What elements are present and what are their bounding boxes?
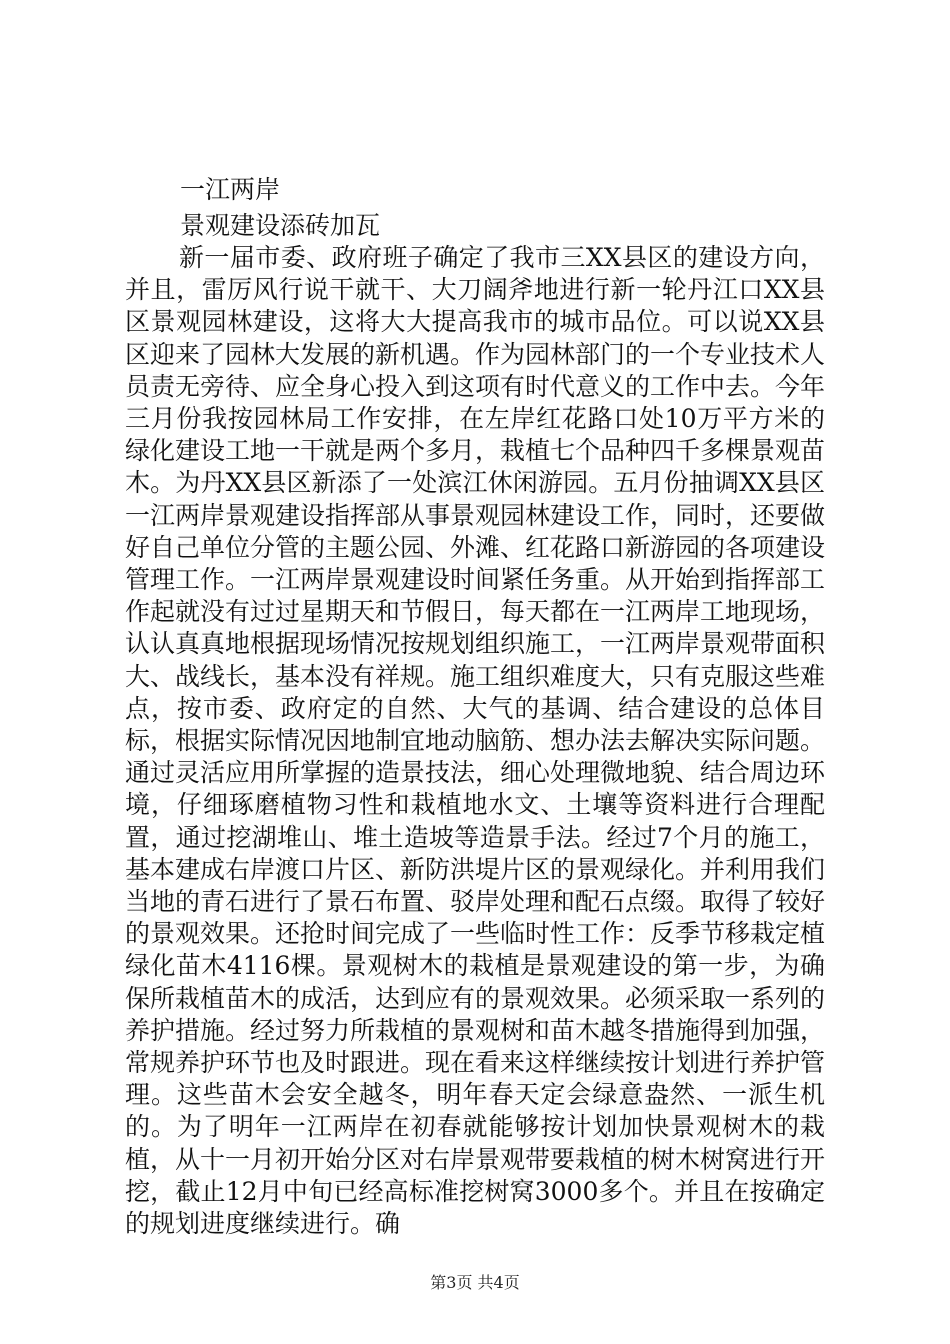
body-paragraph: 新一届市委、政府班子确定了我市三XX县区的建设方向，并且，雷厉风行说干就干、大刀阔斧地进行新一轮丹江口XX县区景观园林建设，这将大大提高我市的城市品位。可以说XX县区迎来了园林大发展的新机遇。作为园林部门的一个专业技术人员责无旁待、应全身心投入到这项有时代意义的工作中去。今年三月份我按园林局工作安排，在左岸红花路口处10万平方米的绿化建设工地一干就是两个多月，栽植七个品种四千多棵景观苗木。为丹XX县区新添了一处滨江休闲游园。五月份抽调XX县区一江两岸景观建设指挥部从事景观园林建设工作，同时，还要做好自己单位分管的主题公园、外滩、红花路口新游园的各项建设管理工作。一江两岸景观建设时间紧任务重。从开始到指挥部工作起就没有过过星期天和节假日，每天都在一江两岸工地现场，认认真真地根据现场情况按规划组织施工，一江两岸景观带面积大、战线长，基本没有祥规。施工组织难度大，只有克服这些难点，按市委、政府定的自然、大气的基调、结合建设的总体目标，根据实际情况因地制宜地动脑筋、想办法去解决实际问题。通过灵活应用所掌握的造景技法，细心处理微地貌、结合周边环境，仔细琢磨植物习性和栽植地水文、土壤等资料进行合理配置，通过挖湖堆山、堆土造坡等造景手法。经过7个月的施工，基本建成右岸渡口片区、新防洪堤片区的景观绿化。并利用我们当地的青石进行了景石布置、驳岸处理和配石点缀。取得了较好的景观效果。还抢时间完成了一些临时性工作：反季节移栽定植绿化苗木4116棵。景观树木的栽植是景观建设的第一步，为确保所栽植苗木的成活，达到应有的景观效果。必须采取一系列的养护措施。经过努力所栽植的景观树和苗木越冬措施得到加强，常规养护环节也及时跟进。现在看来这样继续按计划进行养护管理。这些苗木会安全越冬，明年春天定会绿意盎然、一派生机的。为了明年一江两岸在初春就能够按计划加快景观树木的栽植，从十一月初开始分区对右岸景观带要栽植的树木树窝进行开挖，截止12月中旬已经高标准挖树窝3000多个。并且在按确定的规划进度继续进行。确 [125,243,826,1239]
section-heading: 一江两岸 [180,175,281,204]
section-subheading: 景观建设添砖加瓦 [180,211,381,240]
page-number-footer: 第3页 共4页 [430,1273,520,1292]
